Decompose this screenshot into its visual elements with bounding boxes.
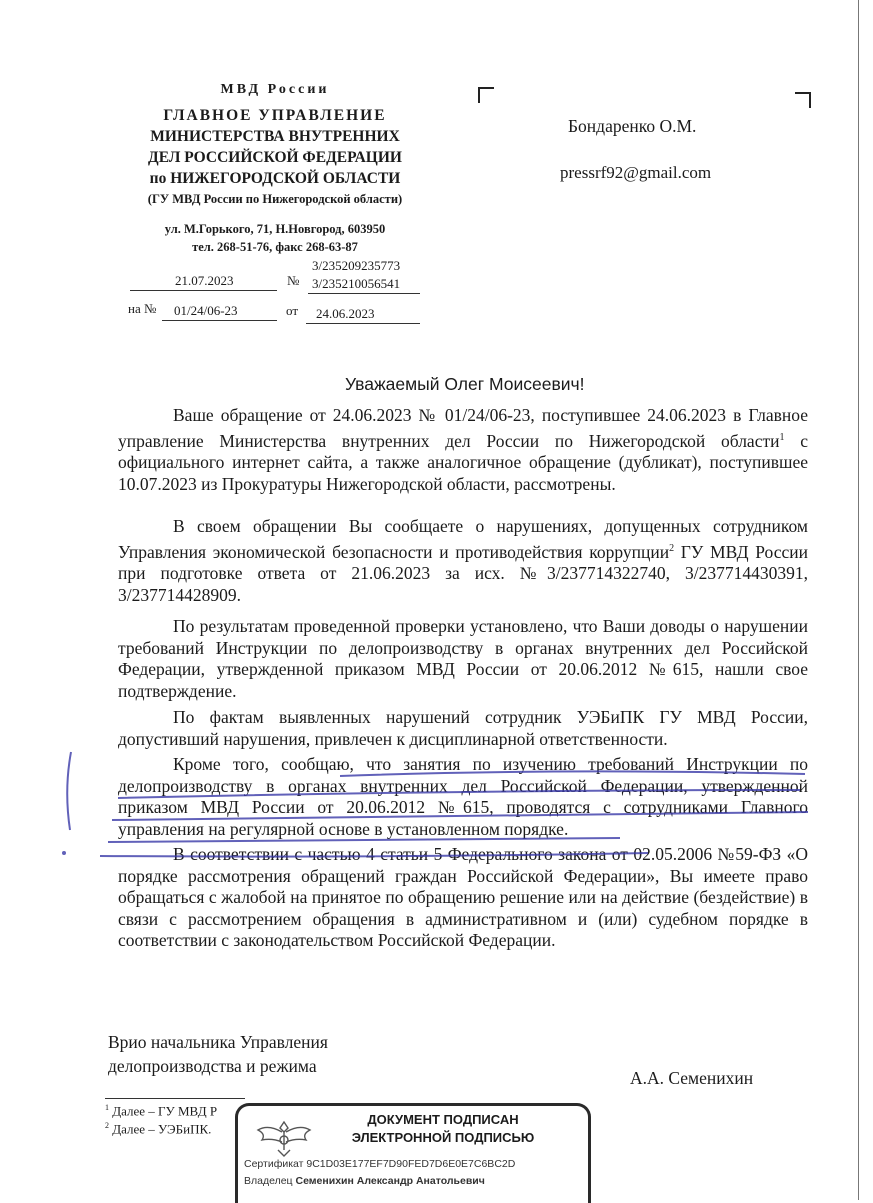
footnote-1-text: Далее – ГУ МВД Р — [109, 1103, 218, 1119]
footnote-2-num: 2 — [105, 1121, 109, 1130]
signer-position-1: Врио начальника Управления — [108, 1032, 328, 1052]
footnote-ref-1: 1 — [779, 431, 785, 443]
page-edge-line — [858, 0, 859, 1200]
org-phones: тел. 268-51-76, факс 268-63-87 — [192, 240, 358, 254]
stamp-certificate — [244, 1158, 515, 1170]
paragraph-2-text: В своем обращении Вы сообщаете о нарушениях, допущенных сотрудником Управления экономической безопасности и противодействия коррупции — [118, 516, 808, 562]
paragraph-3: По результатам проведенной проверки установлено, что Ваши доводы о нарушении требований Инструкции по делопроизводству в органах внутренних дел Российской Федерации, утвержденной приказом МВД России от 20.06.2012 №615, нашли свое подтверждение. — [118, 616, 808, 701]
outgoing-number-2: 3/235210056541 — [312, 276, 401, 291]
paragraph-1 — [118, 405, 808, 495]
paragraph-6: В соответствии с частью 4 статьи 5 Федерального закона от 02.05.2006 №59-ФЗ «О порядке рассмотрения обращений граждан Российской Федерации», Вы имеете право обращаться с жалобой на принятое по обращению решение или на действие (бездействие) в связи с рассмотрением обращения в административном и (или) судебном порядке в соответствии с законодательством Российской Федерации. — [118, 844, 808, 951]
reference-label: на № — [128, 301, 157, 316]
recipient-corner-right — [795, 92, 811, 108]
salutation: Уважаемый Олег Моисеевич! — [345, 374, 585, 394]
stamp-title-2: ЭЛЕКТРОННОЙ ПОДПИСЬЮ — [351, 1130, 535, 1145]
paragraph-5: Кроме того, сообщаю, что занятия по изучению требований Инструкции по делопроизводству в органах внутренних дел Российской Федерации, утвержденной приказом МВД России от 20.06.2012 №615, проводятся с сотрудниками Главного управления на регулярной основе в установленном порядке. — [118, 754, 808, 839]
footnote-1-num: 1 — [105, 1103, 109, 1112]
stamp-owner-label: Владелец — [244, 1175, 293, 1187]
recipient-email: pressrf92@gmail.com — [560, 163, 712, 182]
paragraph-4: По фактам выявленных нарушений сотрудник УЭБиПК ГУ МВД России, допустивший нарушения, привлечен к дисциплинарной ответственности. — [118, 707, 808, 749]
footnote-2 — [105, 1121, 211, 1137]
footnote-ref-2: 2 — [669, 542, 675, 554]
paragraph-2 — [118, 516, 808, 606]
stamp-title-1: ДОКУМЕНТ ПОДПИСАН — [367, 1112, 519, 1127]
org-address: ул. М.Горького, 71, Н.Новгород, 603950 — [164, 222, 386, 236]
emblem-icon — [254, 1114, 314, 1158]
org-line-1: ГЛАВНОЕ УПРАВЛЕНИЕ — [163, 107, 387, 124]
number-underline — [308, 293, 420, 294]
org-line-4: по НИЖЕГОРОДСКОЙ ОБЛАСТИ — [149, 170, 401, 187]
signer-name: А.А. Семенихин — [630, 1068, 754, 1088]
recipient-corner-left — [478, 87, 494, 103]
recipient-name: Бондаренко О.М. — [568, 116, 697, 136]
paragraph-1-tail: с официального интернет сайта, а также аналогичное обращение (дубликат), поступившее 10.07.2023 из Прокуратуры Нижегородской области, рассмотрены. — [118, 430, 808, 494]
org-line-2: МИНИСТЕРСТВА ВНУТРЕННИХ — [150, 128, 400, 145]
outgoing-number-1: 3/235209235773 — [312, 258, 401, 273]
footnote-1 — [105, 1103, 217, 1119]
ministry-short: МВД России — [220, 82, 330, 97]
e-signature-stamp — [235, 1103, 591, 1203]
paragraph-1-text: Ваше обращение от 24.06.2023 № 01/24/06-23, поступившее 24.06.2023 в Главное управление Министерства внутренних дел России по Нижегородской области — [118, 405, 808, 451]
signer-position-2: делопроизводства и режима — [108, 1056, 317, 1076]
reference-date-underline — [306, 323, 420, 324]
footnote-2-text: Далее – УЭБиПК. — [109, 1121, 212, 1137]
stamp-owner-value: Семенихин Александр Анатольевич — [295, 1175, 485, 1187]
outgoing-date: 21.07.2023 — [175, 273, 234, 288]
org-line-3: ДЕЛ РОССИЙСКОЙ ФЕДЕРАЦИИ — [148, 149, 402, 166]
date-underline — [130, 290, 277, 291]
stamp-cert-label: Сертификат — [244, 1158, 304, 1170]
stamp-owner — [244, 1175, 485, 1187]
number-sign: № — [287, 273, 300, 288]
footnote-separator — [105, 1098, 245, 1099]
stamp-cert-value: 9C1D03E177EF7D90FED7D6E0E7C6BC2D — [306, 1158, 516, 1170]
reference-date: 24.06.2023 — [316, 306, 375, 321]
reference-from-label: от — [286, 303, 299, 318]
reference-number: 01/24/06-23 — [174, 303, 238, 318]
org-abbr: (ГУ МВД России по Нижегородской области) — [147, 192, 403, 206]
reference-underline — [162, 320, 277, 321]
paragraph-2-tail: ГУ МВД России при подготовке ответа от 21.06.2023 за исх. №3/237714322740, 3/237714430391, 3/237714428909. — [118, 541, 808, 605]
